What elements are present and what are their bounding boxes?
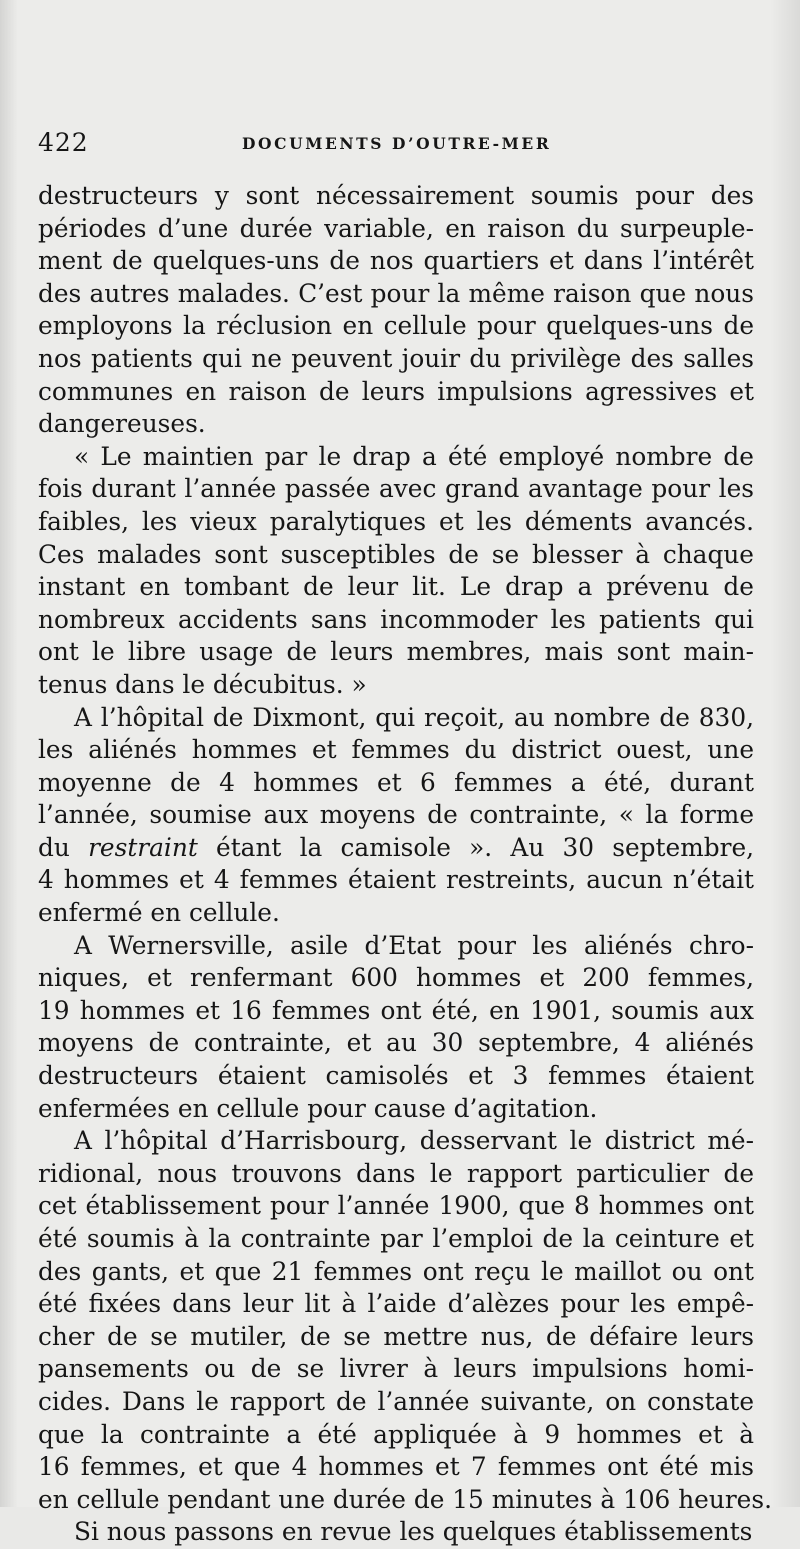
text-line: « Le maintien par le drap a été employé nombre de xyxy=(74,441,754,471)
text-line: fois durant l’année passée avec grand avantage pour les xyxy=(38,474,754,504)
text-line: A l’hôpital de Dixmont, qui reçoit, au nombre de 830, xyxy=(74,702,754,732)
text-line: les aliénés hommes et femmes du district ouest, une xyxy=(38,735,754,765)
text-line: nos patients qui ne peuvent jouir du privilège des salles xyxy=(38,343,754,373)
running-title: DOCUMENTS D’OUTRE-MER xyxy=(242,134,552,153)
text-line: moyenne de 4 hommes et 6 femmes a été, durant xyxy=(38,767,754,797)
text-line: destructeurs y sont nécessairement soumis pour des xyxy=(38,181,754,210)
text-line: enfermé en cellule. xyxy=(38,898,280,928)
text-line: cet établissement pour l’année 1900, que 8 hommes ont xyxy=(38,1191,754,1221)
text-line: ment de quelques-uns de nos quartiers et dans l’intérêt xyxy=(38,246,754,276)
text-line: moyens de contrainte, et au 30 septembre, 4 aliénés xyxy=(38,1028,754,1058)
text-line: 19 hommes et 16 femmes ont été, en 1901, soumis aux xyxy=(38,995,754,1025)
text-line: cher de se mutiler, de se mettre nus, de défaire leurs xyxy=(38,1321,754,1351)
text-line: du restraint étant la camisole ». Au 30 septembre, xyxy=(38,832,754,862)
text-line: instant en tombant de leur lit. Le drap a prévenu de xyxy=(38,572,754,602)
text-line: en cellule pendant une durée de 15 minutes à 106 heures. xyxy=(38,1484,772,1514)
text-line: employons la réclusion en cellule pour quelques-uns de xyxy=(38,311,754,341)
text-line: des gants, et que 21 femmes ont reçu le maillot ou ont xyxy=(38,1256,754,1286)
body-text xyxy=(38,180,772,1549)
text-line: nombreux accidents sans incommoder les patients qui xyxy=(38,604,754,634)
text-line: A Wernersville, asile d’Etat pour les aliénés chro- xyxy=(74,930,754,960)
text-line: dangereuses. xyxy=(38,409,206,439)
text-line: ridional, nous trouvons dans le rapport particulier de xyxy=(38,1158,754,1188)
text-line: faibles, les vieux paralytiques et les déments avancés. xyxy=(38,506,754,536)
text-line: été fixées dans leur lit à l’aide d’alèzes pour les empê- xyxy=(38,1289,754,1319)
text-line: que la contrainte a été appliquée à 9 hommes et à xyxy=(38,1419,754,1449)
text-line: tenus dans le décubitus. » xyxy=(38,669,367,699)
italic-term: restraint xyxy=(88,832,198,862)
text-line: ont le libre usage de leurs membres, mais sont main- xyxy=(38,637,754,667)
text-line: pansements ou de se livrer à leurs impulsions homi- xyxy=(38,1354,754,1384)
text-line: des autres malades. C’est pour la même raison que nous xyxy=(38,278,754,308)
text-line: Si nous passons en revue les quelques établissements xyxy=(74,1517,753,1547)
text-line: 16 femmes, et que 4 hommes et 7 femmes ont été mis xyxy=(38,1452,754,1482)
running-head xyxy=(38,128,758,160)
text-line: communes en raison de leurs impulsions agressives et xyxy=(38,376,754,406)
page-number: 422 xyxy=(38,128,89,157)
text-line: 4 hommes et 4 femmes étaient restreints, aucun n’était xyxy=(38,865,754,895)
text-line: A l’hôpital d’Harrisbourg, desservant le district mé- xyxy=(74,1126,754,1156)
text-line: Ces malades sont susceptibles de se blesser à chaque xyxy=(38,539,754,569)
text-line: niques, et renfermant 600 hommes et 200 femmes, xyxy=(38,963,754,993)
text-line: cides. Dans le rapport de l’année suivante, on constate xyxy=(38,1386,754,1416)
text-line: périodes d’une durée variable, en raison du surpeuple- xyxy=(38,213,754,243)
text-line: destructeurs étaient camisolés et 3 femmes étaient xyxy=(38,1061,754,1091)
text-line: été soumis à la contrainte par l’emploi de la ceinture et xyxy=(38,1224,754,1253)
text-line: l’année, soumise aux moyens de contrainte, « la forme xyxy=(38,800,754,830)
text-line: enfermées en cellule pour cause d’agitation. xyxy=(38,1093,598,1123)
